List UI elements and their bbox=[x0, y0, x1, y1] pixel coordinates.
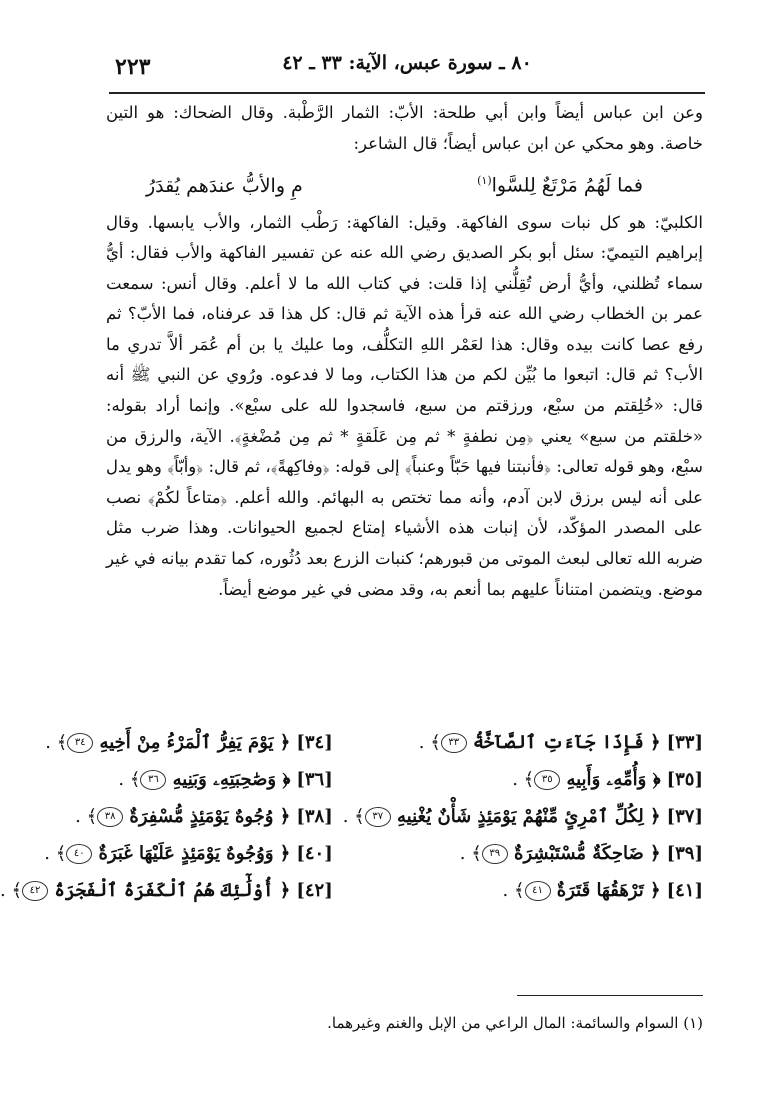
page-header bbox=[109, 44, 705, 94]
aya-39: [٣٩]﴿ ضَاحِكَةٌ مُّسْتَبْشِرَةٌ ٣٩﴾ . bbox=[459, 843, 703, 864]
running-title: ٨٠ ـ سورة عبس، الآية: ٣٣ ـ ٤٢ bbox=[282, 52, 532, 74]
aya-end-marker: ٤٠ bbox=[66, 844, 92, 864]
aya-37: [٣٧]﴿ لِكُلِّ ٱمْرِئٍ مِّنْهُمْ يَوْمَئِذٍ شَأْنٌ يُغْنِيهِ ٣٧﴾ . bbox=[342, 806, 703, 827]
aya-36: [٣٦]﴿ وَصَٰحِبَتِهِۦ وَبَنِيهِ ٣٦﴾ . bbox=[118, 769, 333, 790]
aya-end-marker: ٣٥ bbox=[534, 770, 560, 790]
verse-first-hemistich: فما لَهُمُ مَرْتَعٌ لِلسَّوا$^{(١)}$ bbox=[477, 174, 643, 197]
verse-second-hemistich: مِ والأبُّ عندَهم يُقدَرُ bbox=[146, 174, 303, 197]
aya-38: [٣٨]﴿ وُجُوهٌ يَوْمَئِذٍ مُّسْفِرَةٌ ٣٨﴾ . bbox=[75, 806, 333, 827]
commentary-text bbox=[106, 98, 703, 605]
aya-42: [٤٢]﴿ أُوْلَٰٓئِكَ هُمُ ٱلْكَفَرَةُ ٱلْفَجَرَةُ ٤٢﴾ . bbox=[0, 880, 333, 901]
footnote: (١) السوام والسائمة: المال الراعي من الإبل والغنم وغيرهما. bbox=[327, 1014, 703, 1032]
aya-end-marker: ٣٣ bbox=[441, 733, 467, 753]
aya-35: [٣٥]﴿ وَأُمِّهِۦ وَأَبِيهِ ٣٥﴾ . bbox=[512, 769, 703, 790]
aya-end-marker: ٣٨ bbox=[97, 807, 123, 827]
aya-40: [٤٠]﴿ وَوُجُوهٌ يَوْمَئِذٍ عَلَيْهَا غَبَرَةٌ ٤٠﴾ . bbox=[44, 843, 333, 864]
paragraph-main: الكلبيّ: هو كل نبات سوى الفاكهة. وقيل: الفاكهة: رَطْب الثمار، والأب يابسها. وقال إبراهيم التيميّ: سئل أبو بكر الصديق رضي الله عنه عن تفسير الفاكهة والأب فقال: أيُّ سماء تُظلني، وأيُّ أرض تُقِلُّني إذا قلت: في كتاب الله ما لا أعلم. وقال أنس: سمعت عمر بن الخطاب رضي الله عنه قرأ هذه الآية ثم قال: كل هذا قد عرفناه، فما الأبّ؟ ثم رفع عصا كانت بيده وقال: هذا لعَمْر اللهِ التكلُّف، وما عليك يا بن أم عُمَر ألاَّ تدري ما الأب؟ ثم قال: اتبعوا ما بُيِّن لكم من هذا الكتاب، وما لا فدعوه. ورُوي عن النبي ﷺ أنه قال: «خُلِقتم من سبْع، ورزقتم من سبع، فاسجدوا لله على سبْع». وإنما أراد بقوله: «خلقتم من سبع» يعني ﴿مِن نطفةٍ * ثم مِن عَلَقةٍ * ثم مِن مُضْغةٍ﴾. الآية، والرزق من سبْع، وهو قوله تعالى: ﴿فأنبتنا فيها حَبّاً وعنباً﴾ إلى قوله: ﴿وفاكِهةً﴾، ثم قال: ﴿وأبّاً﴾ وهو يدل على أنه ليس برزق لابن آدم، وأنه مما تختص به البهائم. والله أعلم. ﴿متاعاً لكُمْ﴾ نصب على المصدر المؤكّد، لأن إنبات هذه الأشياء إمتاع لجميع الحيوانات. وهذا ضرب مثل ضربه الله تعالى لبعث الموتى من قبورهم؛ كنبات الزرع بعد دُثُوره، كما تقدم بيانه في غير موضع. ويتضمن امتناناً عليهم بما أنعم به، وقد مضى في غير موضع أيضاً. bbox=[106, 212, 703, 599]
aya-end-marker: ٣٩ bbox=[482, 844, 508, 864]
poetry-verse bbox=[106, 159, 703, 207]
aya-33: [٣٣]﴿ فَإِذَا جَآءَتِ ٱلصَّآخَّةُ ٣٣﴾ . bbox=[418, 732, 703, 753]
aya-end-marker: ٤١ bbox=[525, 881, 551, 901]
paragraph-intro: وعن ابن عباس أيضاً وابن أبي طلحة: الأبّ: الثمار الرَّطْبة. وقال الضحاك: هو التين خاصة. وهو محكي عن ابن عباس أيضاً؛ قال الشاعر: bbox=[106, 103, 703, 153]
page-number: ٢٢٣ bbox=[115, 54, 151, 80]
aya-34: [٣٤]﴿ يَوْمَ يَفِرُّ ٱلْمَرْءُ مِنْ أَخِيهِ ٣٤﴾ . bbox=[45, 732, 333, 753]
quran-verses-grid bbox=[0, 728, 703, 906]
footnote-divider bbox=[517, 995, 703, 996]
aya-end-marker: ٣٧ bbox=[365, 807, 391, 827]
aya-end-marker: ٤٢ bbox=[22, 881, 48, 901]
footnote-marker: (١) bbox=[477, 174, 492, 188]
aya-41: [٤١]﴿ تَرْهَقُهَا قَتَرَةٌ ٤١﴾ . bbox=[502, 880, 703, 901]
aya-end-marker: ٣٤ bbox=[67, 733, 93, 753]
aya-end-marker: ٣٦ bbox=[140, 770, 166, 790]
